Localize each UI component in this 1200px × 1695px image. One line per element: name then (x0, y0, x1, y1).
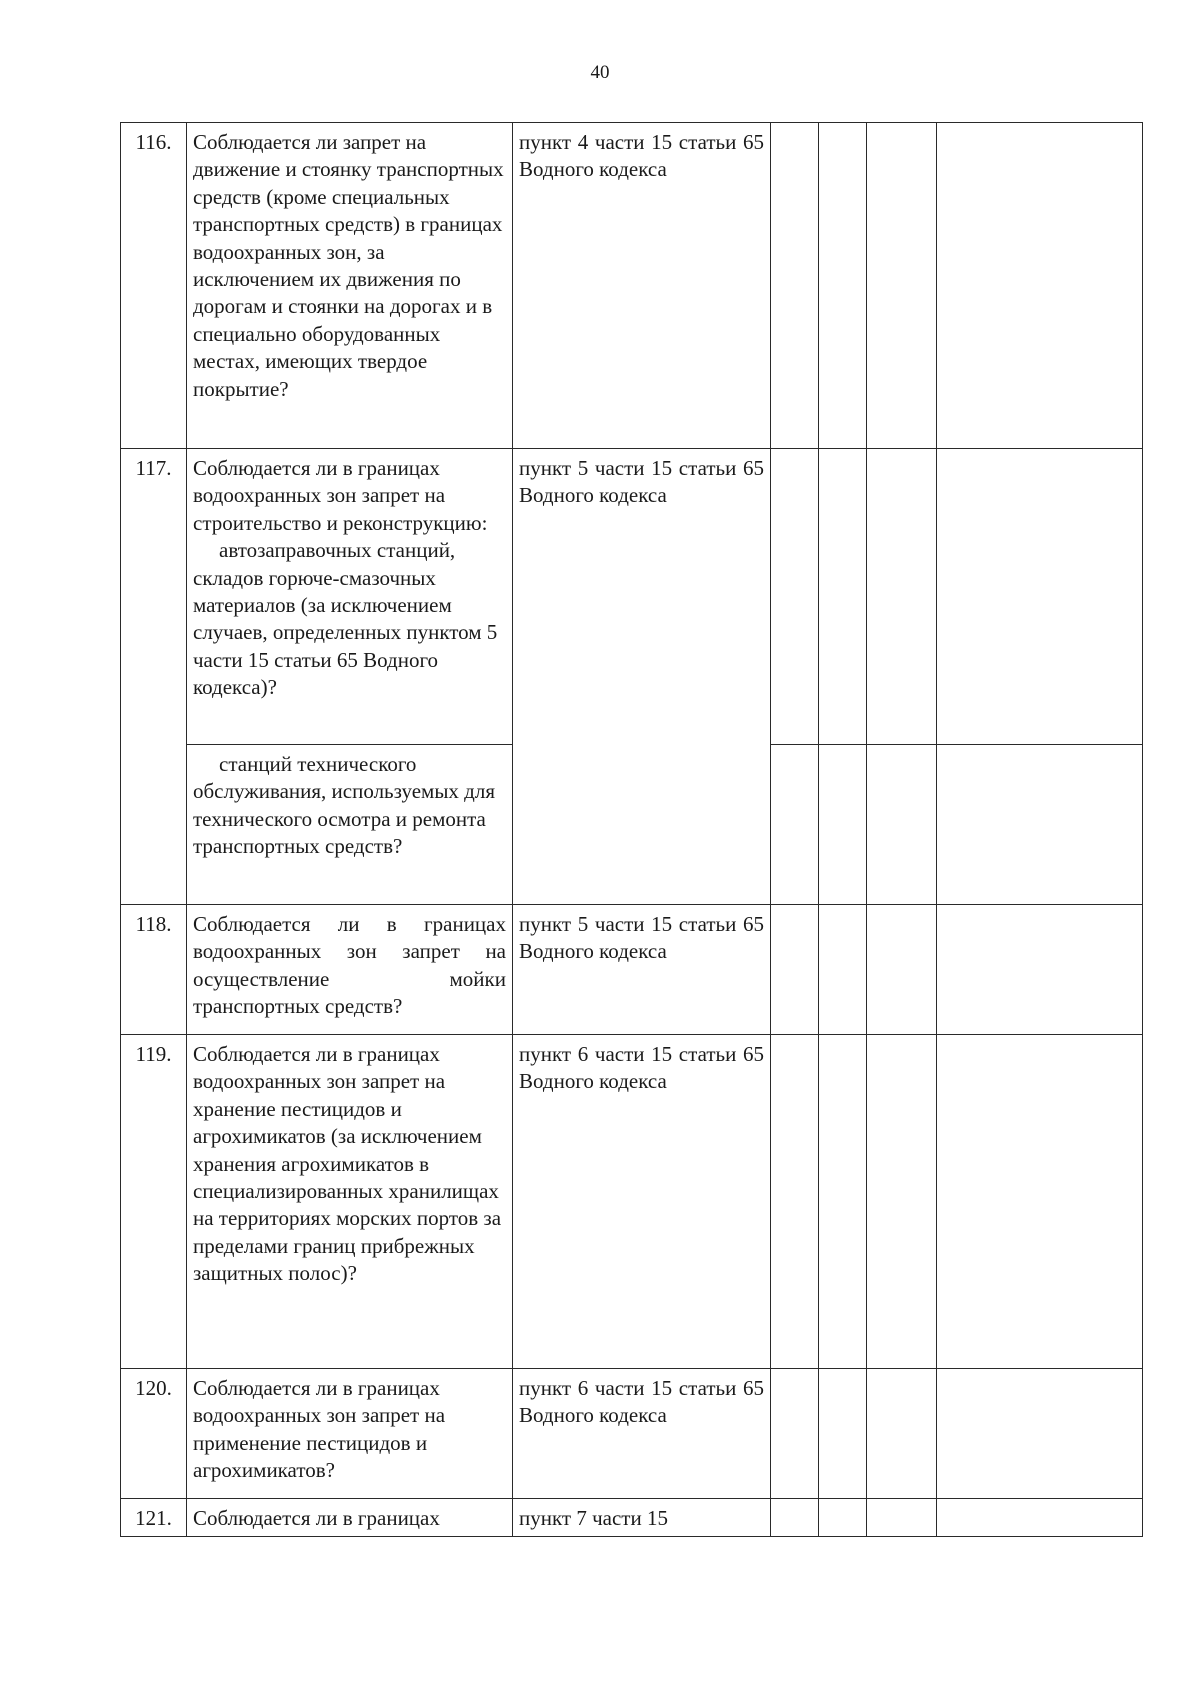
page-number: 40 (590, 62, 610, 83)
note-cell[interactable] (937, 1499, 1143, 1537)
table-row (121, 1035, 1143, 1369)
legal-basis: пункт 5 части 15 статьи 65 Водного кодекса (513, 449, 771, 905)
answer-yes-cell[interactable] (771, 1035, 819, 1369)
answer-yes-cell[interactable] (771, 745, 819, 905)
note-cell[interactable] (937, 905, 1143, 1035)
note-cell[interactable] (937, 449, 1143, 745)
answer-no-cell[interactable] (819, 449, 867, 745)
answer-yes-cell[interactable] (771, 1369, 819, 1499)
requirement-question: Соблюдается ли в границах водоохранных зон запрет на хранение пестицидов и агрохимикатов (за исключением хранения агрохимикатов в специализированных хранилищах на территориях морских портов за пределами границ прибрежных защитных полос)? (187, 1035, 513, 1369)
table-row (121, 1499, 1143, 1537)
item-number: 121. (121, 1499, 187, 1537)
item-number: 117. (121, 449, 187, 905)
requirement-question: Соблюдается ли запрет на движение и стоянку транспортных средств (кроме специальных транспортных средств) в границах водоохранных зон, за исключением их движения по дорогам и стоянки на дорогах и в специально оборудованных местах, имеющих твердое покрытие? (187, 123, 513, 449)
answer-no-cell[interactable] (819, 123, 867, 449)
item-number: 120. (121, 1369, 187, 1499)
question-subitem: станций технического обслуживания, используемых для технического осмотра и ремонта транспортных средств? (193, 752, 495, 859)
answer-na-cell[interactable] (867, 123, 937, 449)
question-intro: Соблюдается ли в границах водоохранных зон запрет на строительство и реконструкцию: (193, 456, 488, 535)
note-cell[interactable] (937, 745, 1143, 905)
note-cell[interactable] (937, 123, 1143, 449)
answer-na-cell[interactable] (867, 905, 937, 1035)
legal-basis: пункт 4 части 15 статьи 65 Водного кодекса (513, 123, 771, 449)
requirement-question (187, 449, 513, 745)
question-subitem: автозаправочных станций, складов горюче-смазочных материалов (за исключением случаев, определенных пунктом 5 части 15 статьи 65 Водного кодекса)? (193, 538, 498, 700)
legal-basis: пункт 7 части 15 (513, 1499, 771, 1537)
table-row (121, 449, 1143, 745)
answer-yes-cell[interactable] (771, 123, 819, 449)
item-number: 118. (121, 905, 187, 1035)
legal-basis: пункт 6 части 15 статьи 65 Водного кодекса (513, 1369, 771, 1499)
answer-no-cell[interactable] (819, 905, 867, 1035)
requirement-question: Соблюдается ли в границах (187, 1499, 513, 1537)
answer-no-cell[interactable] (819, 1369, 867, 1499)
answer-no-cell[interactable] (819, 1499, 867, 1537)
table-row (121, 905, 1143, 1035)
answer-no-cell[interactable] (819, 1035, 867, 1369)
answer-yes-cell[interactable] (771, 449, 819, 745)
answer-na-cell[interactable] (867, 1369, 937, 1499)
requirement-question: Соблюдается ли в границах водоохранных зон запрет на применение пестицидов и агрохимикатов? (187, 1369, 513, 1499)
answer-na-cell[interactable] (867, 1499, 937, 1537)
legal-basis: пункт 6 части 15 статьи 65 Водного кодекса (513, 1035, 771, 1369)
checklist-table (120, 122, 1143, 1537)
answer-na-cell[interactable] (867, 1035, 937, 1369)
answer-yes-cell[interactable] (771, 1499, 819, 1537)
note-cell[interactable] (937, 1369, 1143, 1499)
table-row (121, 1369, 1143, 1499)
requirement-question: Соблюдается ли в границах водоохранных зон запрет на осуществление мойки транспортных средств? (187, 905, 513, 1035)
answer-yes-cell[interactable] (771, 905, 819, 1035)
answer-na-cell[interactable] (867, 745, 937, 905)
requirement-question (187, 745, 513, 905)
item-number: 119. (121, 1035, 187, 1369)
item-number: 116. (121, 123, 187, 449)
answer-no-cell[interactable] (819, 745, 867, 905)
note-cell[interactable] (937, 1035, 1143, 1369)
table-row (121, 123, 1143, 449)
answer-na-cell[interactable] (867, 449, 937, 745)
legal-basis: пункт 5 части 15 статьи 65 Водного кодекса (513, 905, 771, 1035)
